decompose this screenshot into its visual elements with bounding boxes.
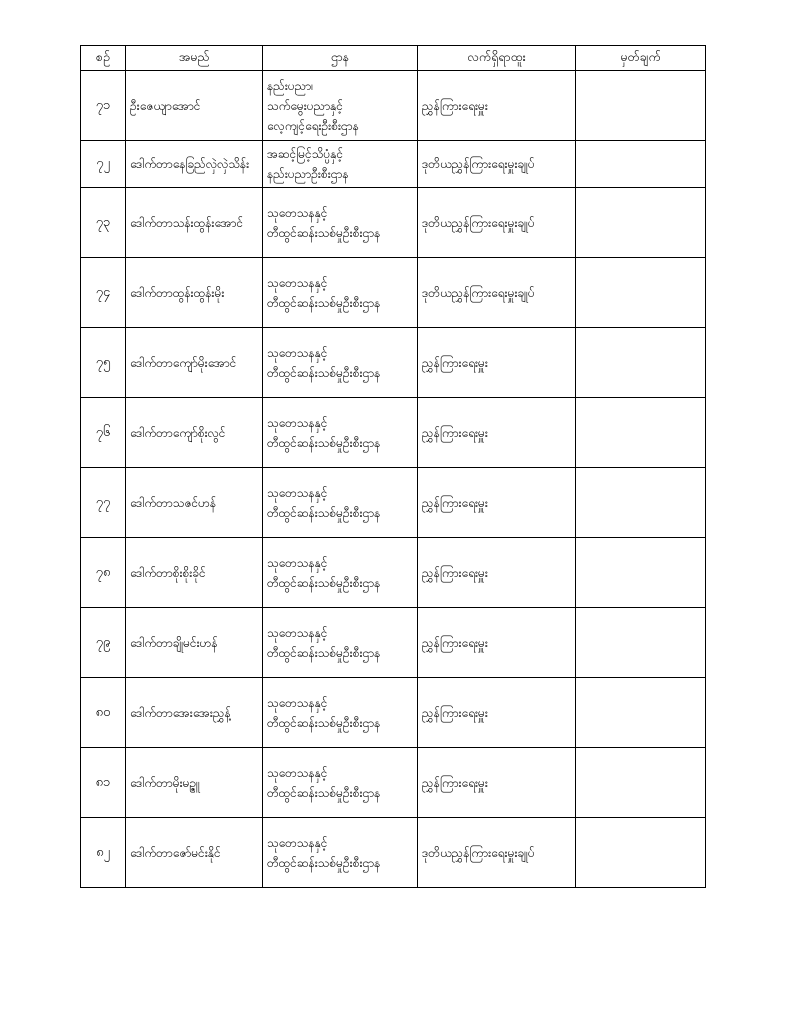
header-department: ဌာန — [263, 46, 418, 71]
cell-position: ညွှန်ကြားရေးမှူး — [418, 608, 576, 678]
table-row — [81, 748, 706, 818]
department-line: အဆင့်မြင့်သိပ္ပံနှင့် — [267, 147, 344, 161]
cell-position: ဒုတိယညွှန်ကြားရေးမှူးချုပ် — [418, 188, 576, 258]
cell-remark — [576, 468, 706, 538]
department-line: တီထွင်ဆန်းသစ်မှုဦးစီးဌာန — [267, 365, 381, 380]
cell-position: ညွှန်ကြားရေးမှူး — [418, 71, 576, 141]
cell-name: ဒေါက်တာသဇင်ဟန် — [126, 468, 263, 538]
cell-name: ဒေါက်တာနေခြည်လှဲလှဲသိန်း — [126, 141, 263, 188]
cell-position: ညွှန်ကြားရေးမှူး — [418, 468, 576, 538]
department-line: သုတေသနနှင့် — [267, 205, 328, 220]
table-row — [81, 608, 706, 678]
cell-no: ၇၂ — [81, 141, 126, 188]
cell-remark — [576, 748, 706, 818]
table-body — [81, 71, 706, 888]
cell-remark — [576, 328, 706, 398]
cell-remark — [576, 188, 706, 258]
cell-remark — [576, 678, 706, 748]
cell-department — [263, 468, 418, 538]
department-line: သုတေသနနှင့် — [267, 555, 328, 570]
department-line: တီထွင်ဆန်းသစ်မှုဦးစီးဌာန — [267, 855, 381, 870]
department-line: သုတေသနနှင့် — [267, 695, 328, 710]
cell-name: ဒေါက်တာအေးအေးညွှန့် — [126, 678, 263, 748]
cell-no: ၇၈ — [81, 538, 126, 608]
table-row — [81, 818, 706, 888]
cell-no: ၇၉ — [81, 608, 126, 678]
header-name: အမည် — [126, 46, 263, 71]
table-row — [81, 188, 706, 258]
staff-table — [80, 45, 706, 888]
cell-department — [263, 71, 418, 141]
cell-name: ဒေါက်တာကျော်စိုးလွင် — [126, 398, 263, 468]
header-no: စဉ် — [81, 46, 126, 71]
cell-name: ဒေါက်တာဇော်မင်းနိုင် — [126, 818, 263, 888]
department-line: သုတေသနနှင့် — [267, 275, 328, 290]
cell-department — [263, 818, 418, 888]
cell-department — [263, 328, 418, 398]
cell-department — [263, 398, 418, 468]
department-line: သက်မွေးပညာနှင့် — [267, 98, 343, 113]
cell-name: ဒေါက်တာချိုမင်းဟန် — [126, 608, 263, 678]
table-row — [81, 71, 706, 141]
department-line: လေ့ကျင့်ရေးဦးစီးဌာန — [267, 118, 359, 133]
table-row — [81, 141, 706, 188]
cell-position: ဒုတိယညွှန်ကြားရေးမှူးချုပ် — [418, 258, 576, 328]
header-remark: မှတ်ချက် — [576, 46, 706, 71]
department-line: နည်းပညာ၊ — [267, 78, 314, 93]
cell-department — [263, 608, 418, 678]
department-line: တီထွင်ဆန်းသစ်မှုဦးစီးဌာန — [267, 295, 381, 310]
cell-department — [263, 141, 418, 188]
department-line: သုတေသနနှင့် — [267, 485, 328, 500]
cell-department — [263, 538, 418, 608]
cell-name: ဒေါက်တာသန်းထွန်းအောင် — [126, 188, 263, 258]
table-row — [81, 678, 706, 748]
cell-remark — [576, 71, 706, 141]
cell-no: ၇၇ — [81, 468, 126, 538]
department-line: နည်းပညာဦးစီးဌာန — [267, 167, 349, 181]
department-line: သုတေသနနှင့် — [267, 765, 328, 780]
cell-no: ၈၁ — [81, 748, 126, 818]
cell-name: ဒေါက်တာထွန်းထွန်းမိုး — [126, 258, 263, 328]
cell-no: ၇၅ — [81, 328, 126, 398]
cell-no: ၇၃ — [81, 188, 126, 258]
cell-department — [263, 678, 418, 748]
table-row — [81, 258, 706, 328]
cell-department — [263, 188, 418, 258]
cell-position: ညွှန်ကြားရေးမှူး — [418, 328, 576, 398]
cell-remark — [576, 258, 706, 328]
table-row — [81, 468, 706, 538]
cell-name: ဦးဇေယျာအောင် — [126, 71, 263, 141]
department-line: သုတေသနနှင့် — [267, 415, 328, 430]
cell-position: ဒုတိယညွှန်ကြားရေးမှူးချုပ် — [418, 818, 576, 888]
department-line: တီထွင်ဆန်းသစ်မှုဦးစီးဌာန — [267, 505, 381, 520]
department-line: သုတေသနနှင့် — [267, 625, 328, 640]
header-position: လက်ရှိရာထူး — [418, 46, 576, 71]
department-line: သုတေသနနှင့် — [267, 345, 328, 360]
cell-remark — [576, 141, 706, 188]
cell-name: ဒေါက်တာမိုးမဥ္ဇူ — [126, 748, 263, 818]
cell-remark — [576, 538, 706, 608]
cell-no: ၇၄ — [81, 258, 126, 328]
table-row — [81, 398, 706, 468]
cell-department — [263, 748, 418, 818]
cell-no: ၈၂ — [81, 818, 126, 888]
cell-position: ညွှန်ကြားရေးမှူး — [418, 678, 576, 748]
department-line: သုတေသနနှင့် — [267, 835, 328, 850]
table-row — [81, 538, 706, 608]
cell-department — [263, 258, 418, 328]
cell-no: ၇၆ — [81, 398, 126, 468]
cell-remark — [576, 608, 706, 678]
cell-remark — [576, 818, 706, 888]
department-line: တီထွင်ဆန်းသစ်မှုဦးစီးဌာန — [267, 645, 381, 660]
department-line: တီထွင်ဆန်းသစ်မှုဦးစီးဌာန — [267, 435, 381, 450]
cell-name: ဒေါက်တာစိုးစိုးခိုင် — [126, 538, 263, 608]
cell-name: ဒေါက်တာကျော်မိုးအောင် — [126, 328, 263, 398]
department-line: တီထွင်ဆန်းသစ်မှုဦးစီးဌာန — [267, 575, 381, 590]
department-line: တီထွင်ဆန်းသစ်မှုဦးစီးဌာန — [267, 225, 381, 240]
cell-remark — [576, 398, 706, 468]
cell-no: ၇၁ — [81, 71, 126, 141]
cell-position: ညွှန်ကြားရေးမှူး — [418, 748, 576, 818]
header-row — [81, 46, 706, 71]
cell-position: ဒုတိယညွှန်ကြားရေးမှူးချုပ် — [418, 141, 576, 188]
table-row — [81, 328, 706, 398]
cell-position: ညွှန်ကြားရေးမှူး — [418, 538, 576, 608]
department-line: တီထွင်ဆန်းသစ်မှုဦးစီးဌာန — [267, 785, 381, 800]
cell-position: ညွှန်ကြားရေးမှူး — [418, 398, 576, 468]
cell-no: ၈၀ — [81, 678, 126, 748]
department-line: တီထွင်ဆန်းသစ်မှုဦးစီးဌာန — [267, 715, 381, 730]
